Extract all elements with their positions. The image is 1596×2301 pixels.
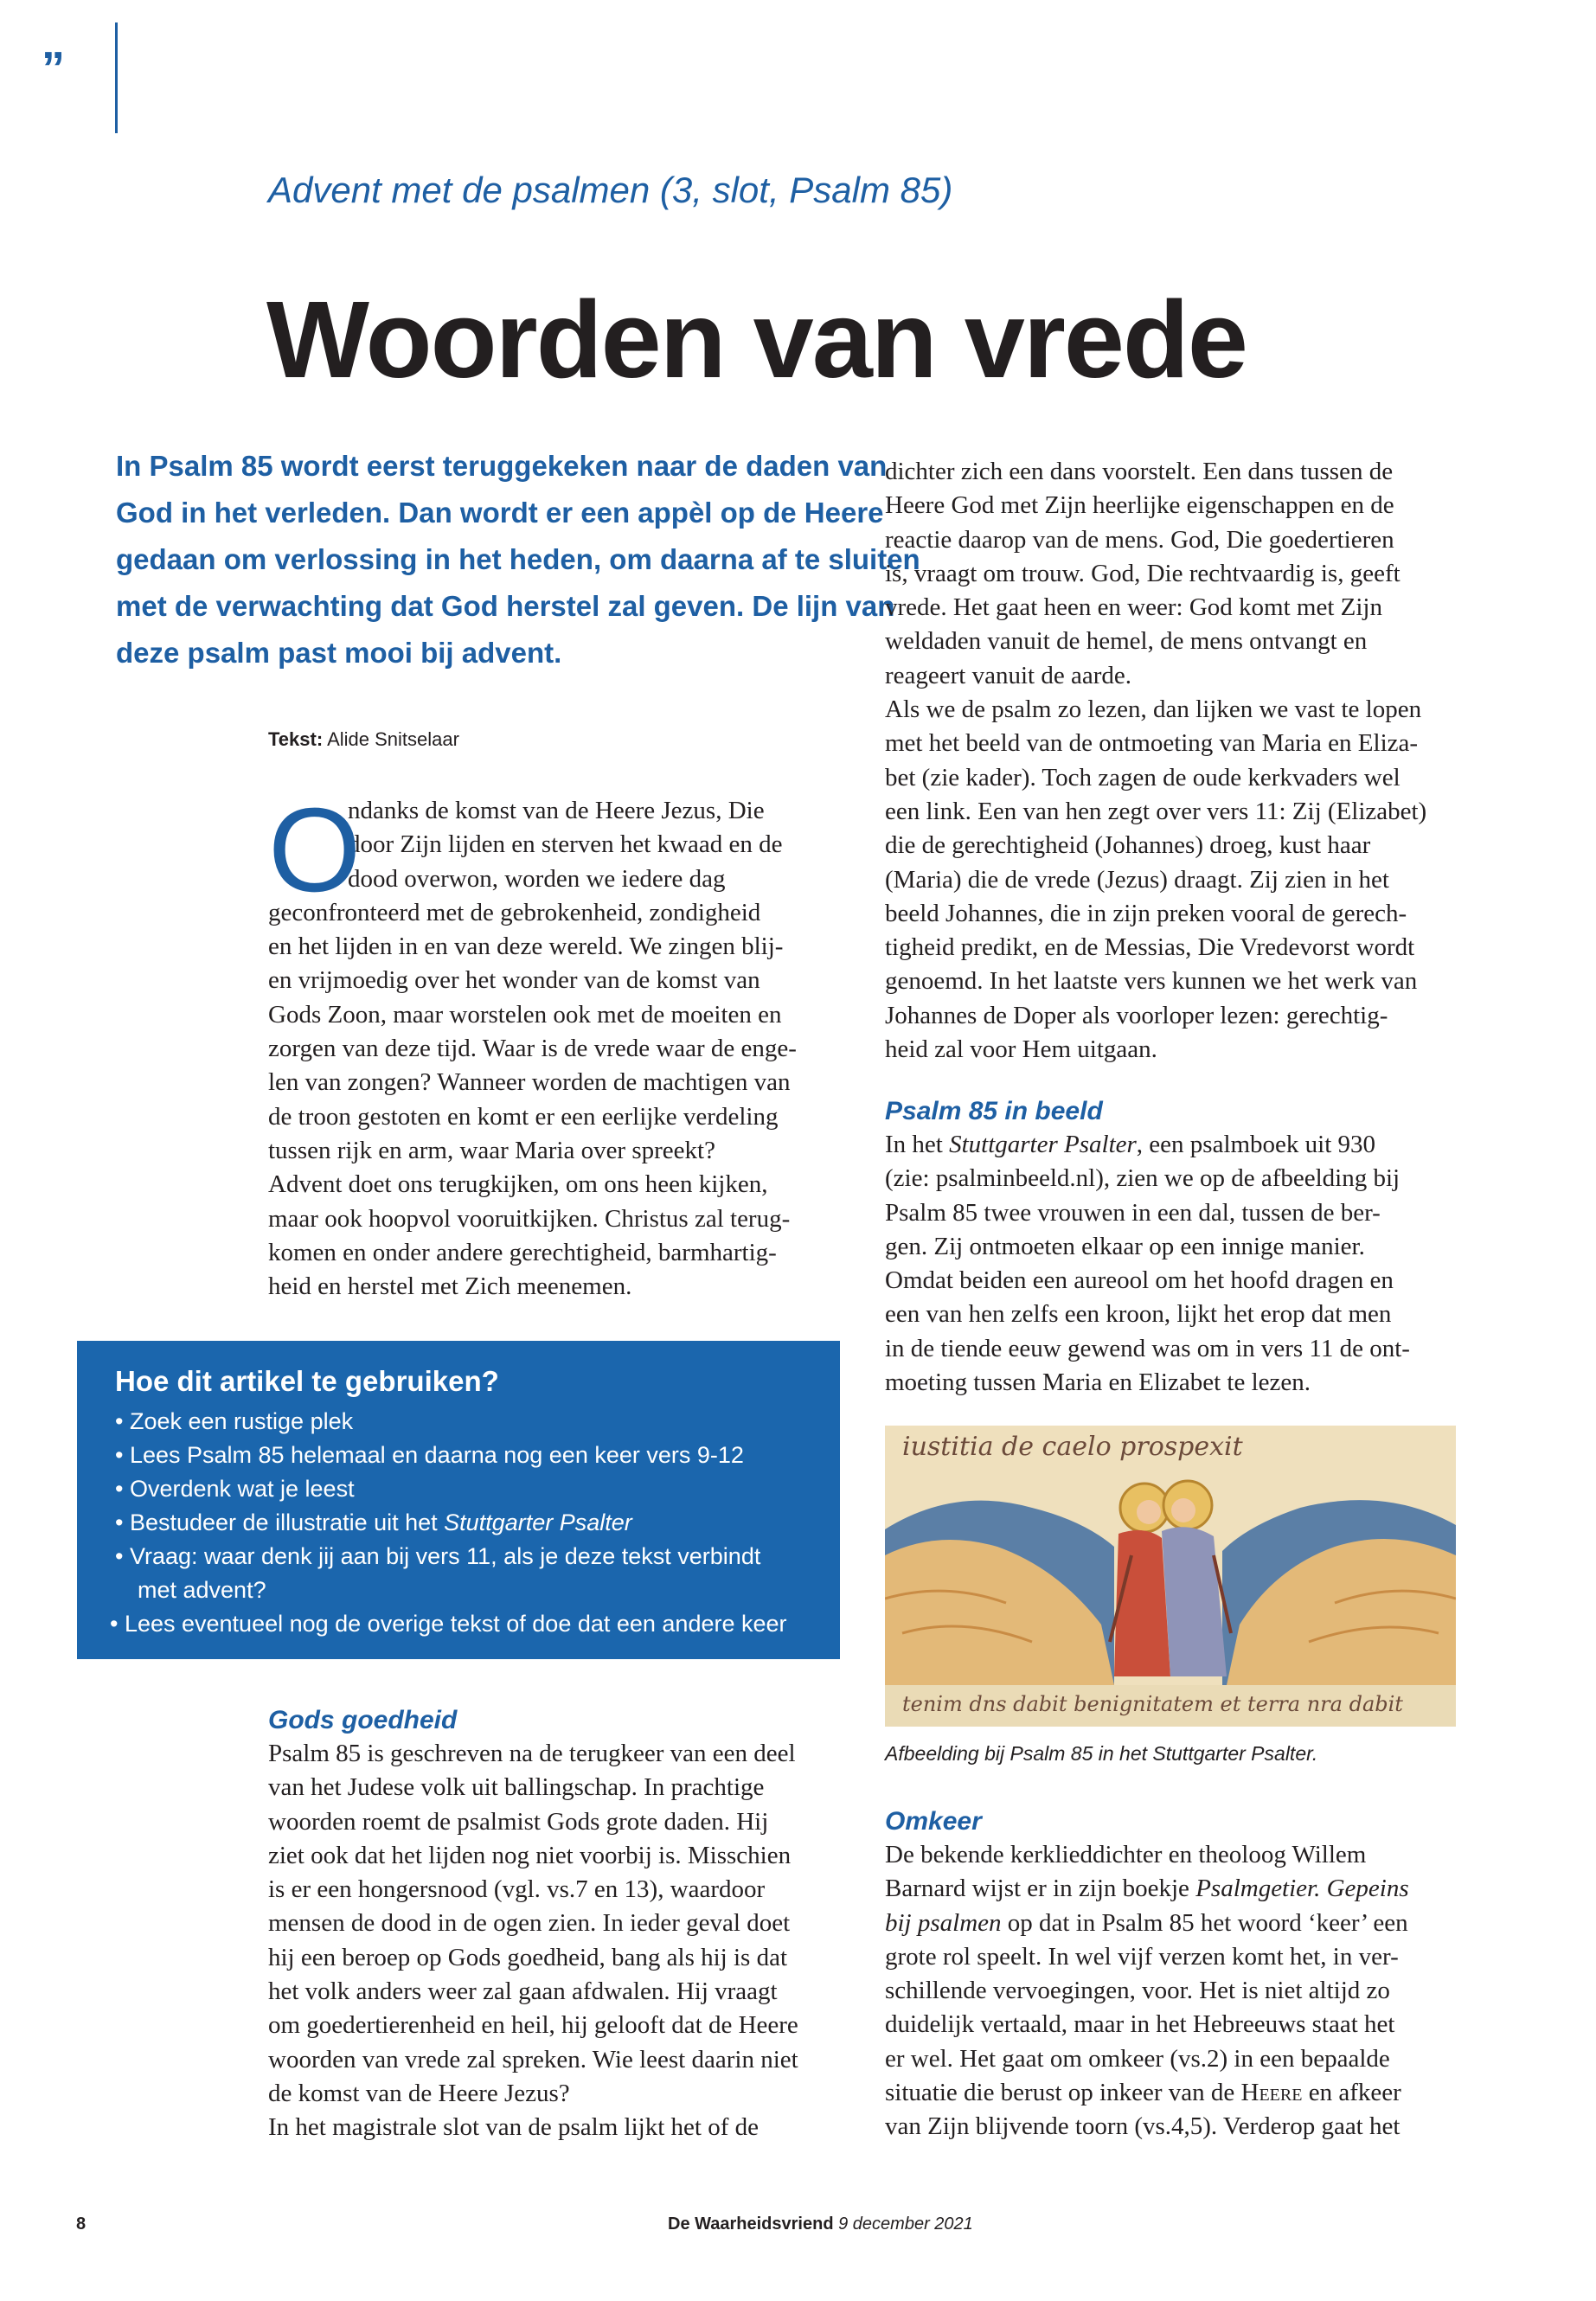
list-item: • Overdenk wat je leest: [115, 1476, 355, 1502]
text-line: en vrijmoedig over het wonder van de komst van: [268, 966, 760, 995]
text-line: Psalm 85 is geschreven na de terugkeer van een deel: [268, 1740, 796, 1767]
list-item-italic: Stuttgarter Psalter: [444, 1509, 632, 1535]
right-column-continuation: [885, 455, 1460, 1067]
issue-date: 9 december 2021: [838, 2214, 973, 2234]
text-line: is er een hongersnood (vgl. vs.7 en 13), waardoor: [268, 1875, 766, 1904]
text-line: de komst van de Heere Jezus?: [268, 2079, 570, 2107]
text-line: In het magistrale slot van de psalm lijkt het of de: [268, 2113, 759, 2142]
text-line: reactie daarop van de mens. God, Die goedertieren: [885, 525, 1394, 554]
text-run: , een psalmboek uit 930: [1136, 1131, 1376, 1158]
text-line: hij een beroep op Gods goedheid, bang als hij is dat: [268, 1943, 788, 1971]
list-item: • Zoek een rustige plek: [115, 1408, 354, 1434]
series-kicker: Advent met de psalmen (3, slot, Psalm 85): [268, 170, 953, 210]
text-line: vrede. Het gaat heen en weer: God komt met Zijn: [885, 593, 1382, 622]
text-line: Advent doet ons terugkijken, om ons heen kijken,: [268, 1170, 768, 1199]
text-line: beeld Johannes, die in zijn preken vooral de gerech-: [885, 899, 1407, 927]
header-rule: [115, 22, 118, 133]
text-line: tussen rijk en arm, waar Maria over spreekt?: [268, 1136, 715, 1164]
text-line: mensen de dood in de ogen zien. In ieder geval doet: [268, 1909, 791, 1938]
text-line: [885, 1907, 1460, 1940]
list-item: • Lees Psalm 85 helemaal en daarna nog een keer vers 9-12: [115, 1442, 744, 1468]
image-caption: Afbeelding bij Psalm 85 in het Stuttgarter Psalter.: [885, 1742, 1318, 1765]
list-item: • Vraag: waar denk jij aan bij vers 11, als je deze tekst verbindt: [115, 1543, 761, 1569]
text-line: woorden van vrede zal spreken. Wie leest daarin niet: [268, 2045, 798, 2073]
footer-magazine: [668, 2214, 973, 2234]
text-line: (Maria) die de vrede (Jezus) draagt. Zij zien in het: [885, 865, 1389, 894]
text-line: met het beeld van de ontmoeting van Maria en Eliza-: [885, 729, 1419, 758]
text-run-italic: bij psalmen: [885, 1908, 1002, 1937]
intro-paragraph: [116, 443, 920, 676]
text-line: Gods Zoon, maar worstelen ook met de moeiten en: [268, 1000, 782, 1029]
stuttgarter-psalter-illustration: [885, 1426, 1456, 1727]
text-line: tigheid predikt, en de Messias, Die Vredevorst wordt: [885, 933, 1415, 962]
text-line: de troon gestoten en komt er een eerlijke verdeling: [268, 1102, 779, 1131]
text-line: geconfronteerd met de gebrokenheid, zondigheid: [268, 898, 761, 926]
byline: [268, 728, 459, 751]
text-line: dood overwon, worden we iedere dag: [348, 864, 726, 893]
magazine-name: De Waarheidsvriend: [668, 2214, 834, 2234]
text-line: woorden roemt de psalmist Gods grote daden. Hij: [268, 1807, 769, 1836]
text-line: gen. Zij ontmoeten elkaar op een innige manier.: [885, 1232, 1365, 1260]
text-run-italic: Psalmgetier. Gepeins: [1195, 1875, 1409, 1903]
text-run-italic: Stuttgarter Psalter: [949, 1131, 1137, 1158]
text-line: heid en herstel met Zich meenemen.: [268, 1272, 632, 1301]
text-line: maar ook hoopvol vooruitkijken. Christus zal terug-: [268, 1204, 791, 1233]
text-line: die de gerechtigheid (Johannes) droeg, kust haar: [885, 831, 1371, 860]
text-line: zorgen van deze tijd. Waar is de vrede waar de enge-: [268, 1035, 797, 1063]
section-heading: Gods goedheid: [268, 1706, 458, 1734]
intro-line: met de verwachting dat God herstel zal geven. De lijn van: [116, 590, 895, 622]
text-line: er wel. Het gaat om omkeer (vs.2) in een bepaalde: [885, 2044, 1390, 2073]
intro-line: gedaan om verlossing in het heden, om daarna af te sluiten: [116, 543, 920, 575]
text-line: om goedertierenheid en heil, hij gelooft dat de Heere: [268, 2011, 798, 2040]
intro-line: In Psalm 85 wordt eerst teruggekeken naar de daden van: [116, 450, 888, 482]
text-line: van het Judese volk uit ballingschap. In prachtige: [268, 1773, 765, 1802]
text-line: grote rol speelt. In wel vijf verzen komt het, in ver-: [885, 1942, 1399, 1971]
manuscript-top-text: iustitia de caelo prospexit: [902, 1432, 1243, 1462]
text-line: (zie: psalminbeeld.nl), zien we op de afbeelding bij: [885, 1164, 1401, 1193]
text-line: Heere God met Zijn heerlijke eigenschappen en de: [885, 491, 1394, 520]
drop-cap: O: [268, 784, 362, 917]
text-line: weldaden vanuit de hemel, de mens ontvangt en: [885, 627, 1368, 656]
section-heading: Omkeer: [885, 1807, 982, 1836]
text-line: [885, 1128, 1460, 1162]
text-line: Als we de psalm zo lezen, dan lijken we vast te lopen: [885, 695, 1422, 724]
text-run: Barnard wijst er in zijn boekje: [885, 1875, 1196, 1903]
usage-info-box: [77, 1341, 840, 1659]
page-number: 8: [76, 2214, 87, 2234]
text-line: van Zijn blijvende toorn (vs.4,5). Verderop gaat het: [885, 2112, 1401, 2141]
text-line: dichter zich een dans voorstelt. Een dans tussen de: [885, 458, 1394, 485]
text-line: moeting tussen Maria en Elizabet te lezen.: [885, 1368, 1311, 1397]
section-heading: Psalm 85 in beeld: [885, 1097, 1103, 1125]
text-line: is, vraagt om trouw. God, Die rechtvaardig is, geeft: [885, 559, 1401, 587]
text-line: [885, 2076, 1460, 2110]
text-line: bet (zie kader). Toch zagen de oude kerkvaders wel: [885, 763, 1401, 792]
text-line: een link. Een van hen zegt over vers 11: Zij (Elizabet): [885, 797, 1427, 825]
text-line: schillende vervoegingen, voor. Het is niet altijd zo: [885, 1977, 1390, 2005]
text-line: en het lijden in en van deze wereld. We zingen blij-: [268, 933, 784, 961]
byline-label: Tekst:: [268, 728, 324, 750]
info-box-list: [110, 1405, 787, 1641]
text-line: De bekende kerklieddichter en theoloog Willem: [885, 1841, 1367, 1868]
text-line: len van zongen? Wanneer worden de machtigen van: [268, 1068, 791, 1097]
text-run: op dat in Psalm 85 het woord ‘keer’ een: [1001, 1908, 1408, 1937]
list-item-continuation: met advent?: [138, 1577, 266, 1603]
text-line: ndanks de komst van de Heere Jezus, Die: [348, 797, 765, 824]
manuscript-image: [885, 1426, 1456, 1727]
text-run: situatie die berust op inkeer van de: [885, 2079, 1241, 2107]
list-item-text: • Bestudeer de illustratie uit het: [115, 1509, 445, 1535]
text-line: heid zal voor Hem uitgaan.: [885, 1035, 1157, 1064]
intro-line: God in het verleden. Dan wordt er een appèl op de Heere: [116, 497, 884, 529]
list-item: • Lees eventueel nog de overige tekst of doe dat een andere keer: [110, 1611, 787, 1637]
text-line: duidelijk vertaald, maar in het Hebreeuws staat het: [885, 2010, 1395, 2039]
text-line: in de tiende eeuw gewend was om in vers 11 de ont-: [885, 1334, 1410, 1362]
text-line: Omdat beiden een aureool om het hoofd dragen en: [885, 1266, 1394, 1295]
text-line: [885, 1872, 1460, 1906]
opening-paragraph: [268, 784, 843, 1304]
section-gods-goedheid: [268, 1703, 843, 2145]
text-run-smallcaps: Heere: [1240, 2079, 1303, 2107]
text-line: een van hen zelfs een kroon, lijkt het erop dat men: [885, 1300, 1392, 1329]
quote-mark-icon: ”: [42, 42, 65, 94]
info-box-title: Hoe dit artikel te gebruiken?: [115, 1365, 499, 1397]
page-title: Woorden van vrede: [266, 279, 1247, 401]
manuscript-bottom-text: tenim dns dabit benignitatem et terra nra dabit: [902, 1692, 1403, 1716]
text-line: Psalm 85 twee vrouwen in een dal, tussen de ber-: [885, 1198, 1381, 1227]
text-run: en afkeer: [1302, 2079, 1401, 2107]
text-line: het volk anders weer zal gaan afdwalen. Hij vraagt: [268, 1977, 778, 2006]
section-omkeer: [885, 1804, 1460, 2144]
text-line: komen en onder andere gerechtigheid, barmhartig-: [268, 1238, 777, 1266]
text-line: ziet ook dat het lijden nog niet voorbij is. Misschien: [268, 1841, 792, 1869]
text-line: Johannes de Doper als voorloper lezen: gerechtig-: [885, 1001, 1388, 1029]
text-run: In het: [885, 1131, 950, 1158]
section-psalm-85-in-beeld: [885, 1094, 1460, 1400]
intro-line: deze psalm past mooi bij advent.: [116, 637, 562, 669]
text-line: genoemd. In het laatste vers kunnen we het werk van: [885, 967, 1418, 996]
list-item: [115, 1506, 787, 1540]
byline-author: Alide Snitselaar: [327, 728, 459, 750]
text-line: door Zijn lijden en sterven het kwaad en de: [348, 830, 783, 859]
text-line: reageert vanuit de aarde.: [885, 661, 1131, 689]
